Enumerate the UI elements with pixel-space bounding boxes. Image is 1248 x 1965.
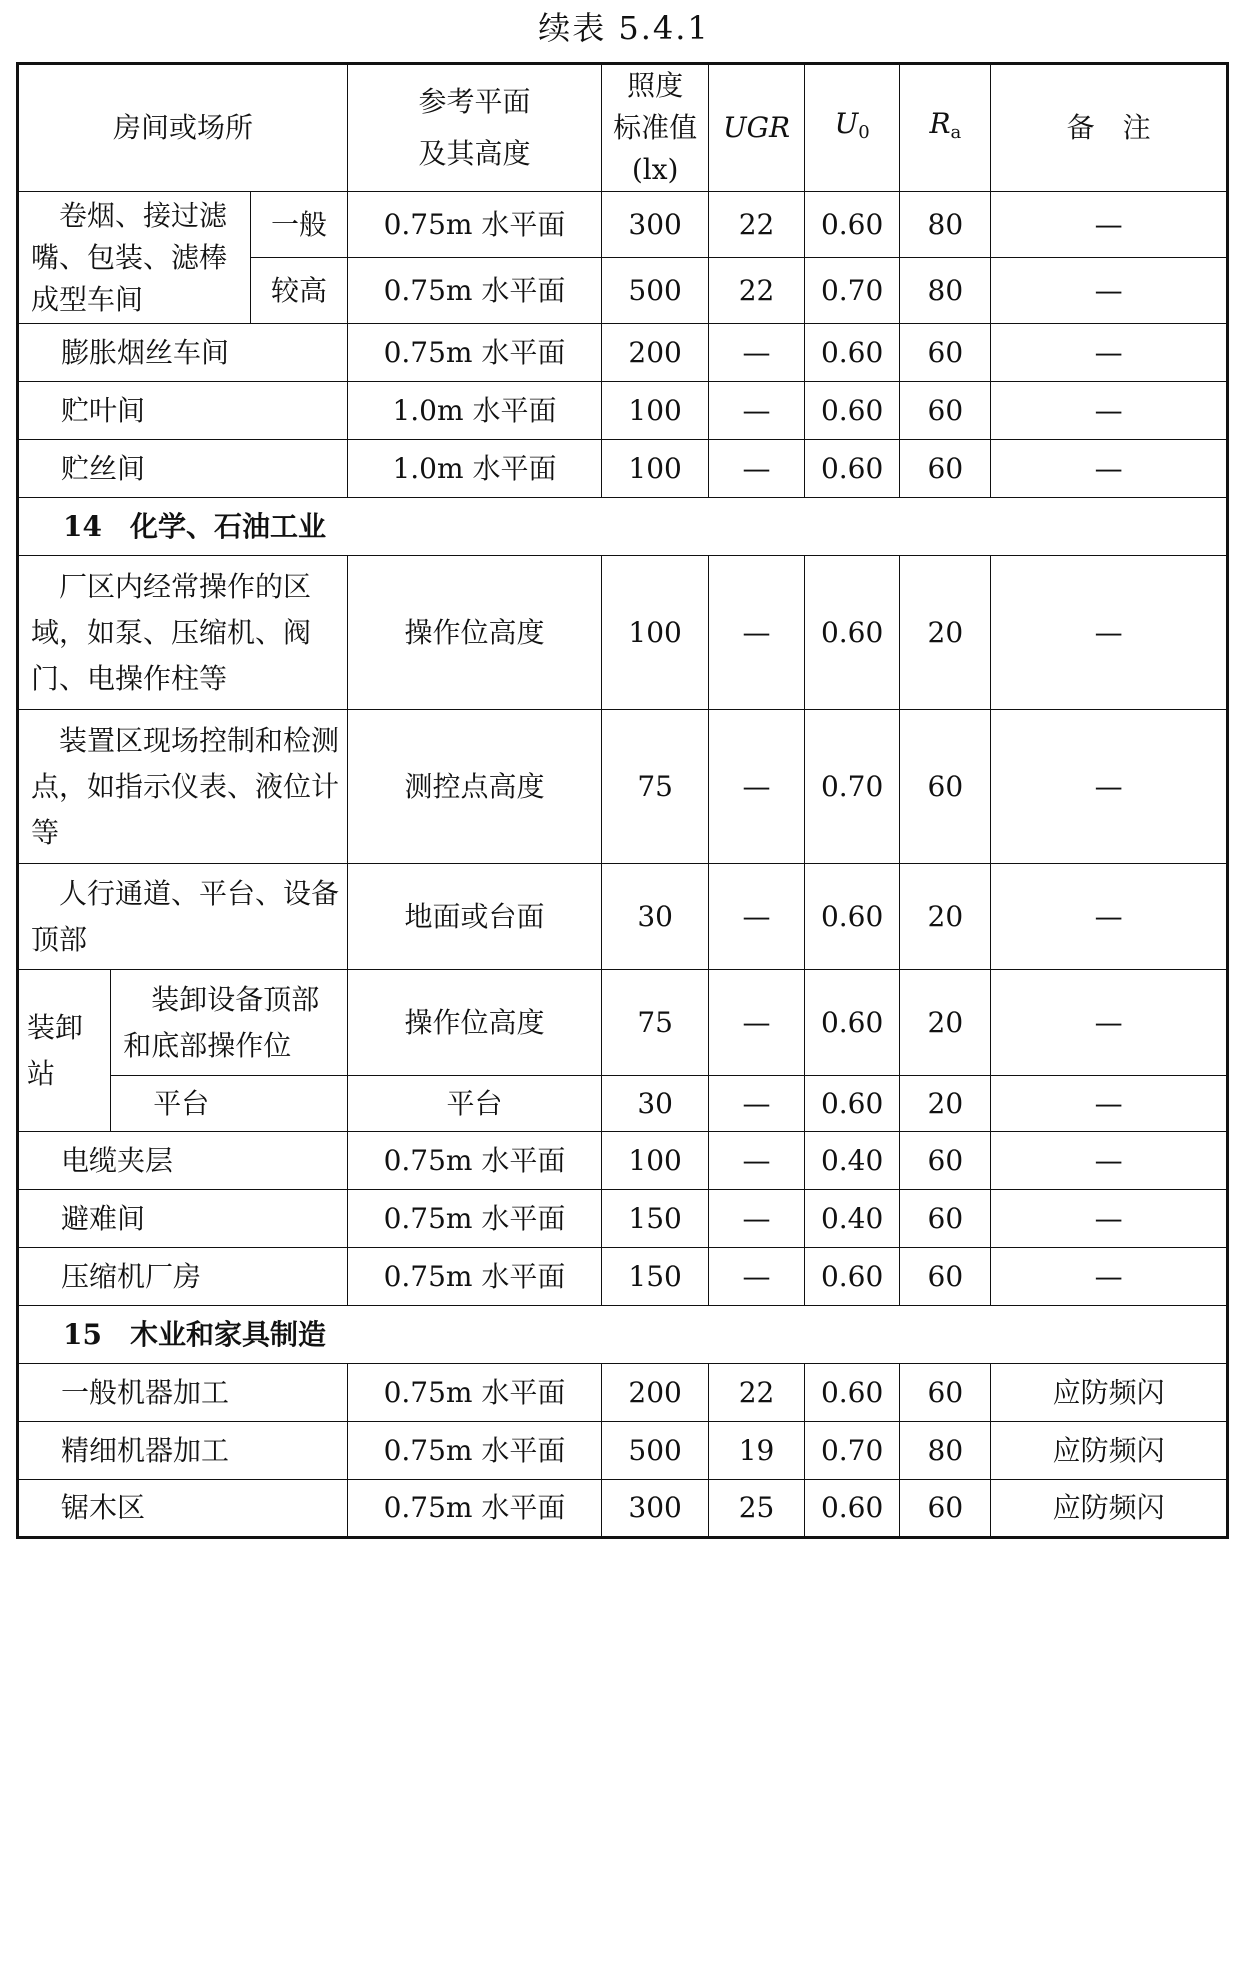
row-note: — (991, 864, 1228, 970)
row-reference-plane: 0.75m 水平面 (347, 1364, 601, 1422)
row-reference-plane: 操作位高度 (347, 556, 601, 710)
table-row (18, 710, 1228, 864)
table-row (18, 192, 1228, 258)
row-u0: 0.70 (804, 258, 900, 324)
row-room-name: 一般机器加工 (18, 1364, 348, 1422)
row-room-name: 装卸设备顶部和底部操作位 (111, 970, 348, 1076)
row-ra: 20 (900, 556, 991, 710)
row-reference-plane: 0.75m 水平面 (347, 1190, 601, 1248)
row-u0: 0.60 (804, 1076, 900, 1132)
row-ugr: — (709, 440, 805, 498)
row-ra: 20 (900, 864, 991, 970)
row-u0: 0.60 (804, 970, 900, 1076)
row-room-name: 电缆夹层 (18, 1132, 348, 1190)
row-u0: 0.60 (804, 556, 900, 710)
row-room-name: 避难间 (18, 1190, 348, 1248)
row-u0: 0.70 (804, 710, 900, 864)
row-illuminance: 100 (602, 556, 709, 710)
header-reference-plane: 参考平面 及其高度 (347, 64, 601, 192)
row-reference-plane: 0.75m 水平面 (347, 258, 601, 324)
row-note: — (991, 440, 1228, 498)
row-illuminance: 150 (602, 1248, 709, 1306)
row-illuminance: 75 (602, 970, 709, 1076)
row-reference-plane: 平台 (347, 1076, 601, 1132)
section-heading: 14 化学、石油工业 (18, 498, 1228, 556)
row-ra: 60 (900, 1364, 991, 1422)
row-ugr: — (709, 382, 805, 440)
table-row (18, 440, 1228, 498)
row-reference-plane: 地面或台面 (347, 864, 601, 970)
header-u0: $U_0$ (804, 64, 900, 192)
row-ra: 80 (900, 192, 991, 258)
row-note: — (991, 1248, 1228, 1306)
header-note: 备 注 (991, 64, 1228, 192)
row-note: — (991, 382, 1228, 440)
row-u0: 0.60 (804, 382, 900, 440)
row-ra: 60 (900, 1190, 991, 1248)
row-note: — (991, 1076, 1228, 1132)
section-row (18, 1306, 1228, 1364)
row-room-name: 膨胀烟丝车间 (18, 324, 348, 382)
row-note: 应防频闪 (991, 1364, 1228, 1422)
row-reference-plane: 0.75m 水平面 (347, 324, 601, 382)
row-illuminance: 200 (602, 1364, 709, 1422)
row-ra: 60 (900, 382, 991, 440)
row-u0: 0.60 (804, 440, 900, 498)
row-ra: 60 (900, 1248, 991, 1306)
row-ugr: 22 (709, 192, 805, 258)
row-ra: 20 (900, 1076, 991, 1132)
row-room-name: 精细机器加工 (18, 1422, 348, 1480)
row-reference-plane: 0.75m 水平面 (347, 1248, 601, 1306)
header-ra: $R_a$ (900, 64, 991, 192)
row-ra: 80 (900, 1422, 991, 1480)
row-illuminance: 300 (602, 1480, 709, 1538)
row-ugr: — (709, 970, 805, 1076)
row-ugr: — (709, 1132, 805, 1190)
row-reference-plane: 操作位高度 (347, 970, 601, 1076)
row-illuminance: 100 (602, 1132, 709, 1190)
row-reference-plane: 1.0m 水平面 (347, 382, 601, 440)
row-room-name: 平台 (111, 1076, 348, 1132)
header-room: 房间或场所 (18, 64, 348, 192)
table-row (18, 864, 1228, 970)
row-illuminance: 500 (602, 1422, 709, 1480)
row-ugr: 25 (709, 1480, 805, 1538)
row-ugr: — (709, 1248, 805, 1306)
row-ra: 20 (900, 970, 991, 1076)
table-header-row (18, 64, 1228, 192)
header-illuminance: 照度 标准值 (lx) (602, 64, 709, 192)
row-ugr: — (709, 1190, 805, 1248)
row-room-name: 厂区内经常操作的区域，如泵、压缩机、阀门、电操作柱等 (18, 556, 348, 710)
table-caption: 续表 5.4.1 (538, 9, 710, 47)
row-illuminance: 200 (602, 324, 709, 382)
row-ra: 60 (900, 440, 991, 498)
table-row (18, 970, 1228, 1076)
row-reference-plane: 0.75m 水平面 (347, 1422, 601, 1480)
row-ugr: — (709, 1076, 805, 1132)
row-u0: 0.60 (804, 1480, 900, 1538)
row-ugr: 22 (709, 258, 805, 324)
row-reference-plane: 测控点高度 (347, 710, 601, 864)
row-reference-plane: 1.0m 水平面 (347, 440, 601, 498)
row-illuminance: 30 (602, 864, 709, 970)
row-ra: 60 (900, 1480, 991, 1538)
row-u0: 0.60 (804, 192, 900, 258)
row-ra: 60 (900, 710, 991, 864)
row-note: — (991, 710, 1228, 864)
row-reference-plane: 0.75m 水平面 (347, 192, 601, 258)
row-ra: 60 (900, 324, 991, 382)
table-row (18, 1076, 1228, 1132)
row-note: 应防频闪 (991, 1480, 1228, 1538)
row-ra: 60 (900, 1132, 991, 1190)
row-ra: 80 (900, 258, 991, 324)
row-ugr: — (709, 556, 805, 710)
row-room-name: 装置区现场控制和检测点，如指示仪表、液位计等 (18, 710, 348, 864)
row-reference-plane: 0.75m 水平面 (347, 1480, 601, 1538)
table-row (18, 1132, 1228, 1190)
table-row (18, 1190, 1228, 1248)
row-u0: 0.70 (804, 1422, 900, 1480)
row-u0: 0.60 (804, 1364, 900, 1422)
row-room-name: 贮叶间 (18, 382, 348, 440)
row-ugr: 19 (709, 1422, 805, 1480)
row-group-name: 装卸站 (18, 970, 111, 1132)
table-row (18, 1480, 1228, 1538)
row-room-name: 锯木区 (18, 1480, 348, 1538)
row-note: 应防频闪 (991, 1422, 1228, 1480)
table-row (18, 1364, 1228, 1422)
row-illuminance: 500 (602, 258, 709, 324)
header-ugr: UGR (709, 64, 805, 192)
row-illuminance: 75 (602, 710, 709, 864)
row-ugr: — (709, 324, 805, 382)
table-row (18, 1248, 1228, 1306)
row-note: — (991, 1190, 1228, 1248)
table-row (18, 324, 1228, 382)
section-heading: 15 木业和家具制造 (18, 1306, 1228, 1364)
row-illuminance: 150 (602, 1190, 709, 1248)
row-note: — (991, 1132, 1228, 1190)
row-illuminance: 30 (602, 1076, 709, 1132)
row-note: — (991, 324, 1228, 382)
table-row (18, 1422, 1228, 1480)
row-illuminance: 100 (602, 382, 709, 440)
row-u0: 0.60 (804, 324, 900, 382)
row-u0: 0.60 (804, 1248, 900, 1306)
row-room-name: 压缩机厂房 (18, 1248, 348, 1306)
row-illuminance: 100 (602, 440, 709, 498)
row-ugr: — (709, 864, 805, 970)
table-row (18, 382, 1228, 440)
section-row (18, 498, 1228, 556)
row-reference-plane: 0.75m 水平面 (347, 1132, 601, 1190)
row-ugr: — (709, 710, 805, 864)
row-u0: 0.60 (804, 864, 900, 970)
row-illuminance: 300 (602, 192, 709, 258)
illuminance-standard-table (16, 62, 1229, 1539)
row-u0: 0.40 (804, 1190, 900, 1248)
row-note: — (991, 192, 1228, 258)
table-row (18, 556, 1228, 710)
row-note: — (991, 970, 1228, 1076)
row-u0: 0.40 (804, 1132, 900, 1190)
row-sub-level: 一般 (251, 192, 348, 258)
row-sub-level: 较高 (251, 258, 348, 324)
row-room-name: 人行通道、平台、设备顶部 (18, 864, 348, 970)
row-note: — (991, 556, 1228, 710)
row-ugr: 22 (709, 1364, 805, 1422)
row-room-name: 卷烟、接过滤嘴、包装、滤棒成型车间 (18, 192, 251, 324)
row-room-name: 贮丝间 (18, 440, 348, 498)
row-note: — (991, 258, 1228, 324)
